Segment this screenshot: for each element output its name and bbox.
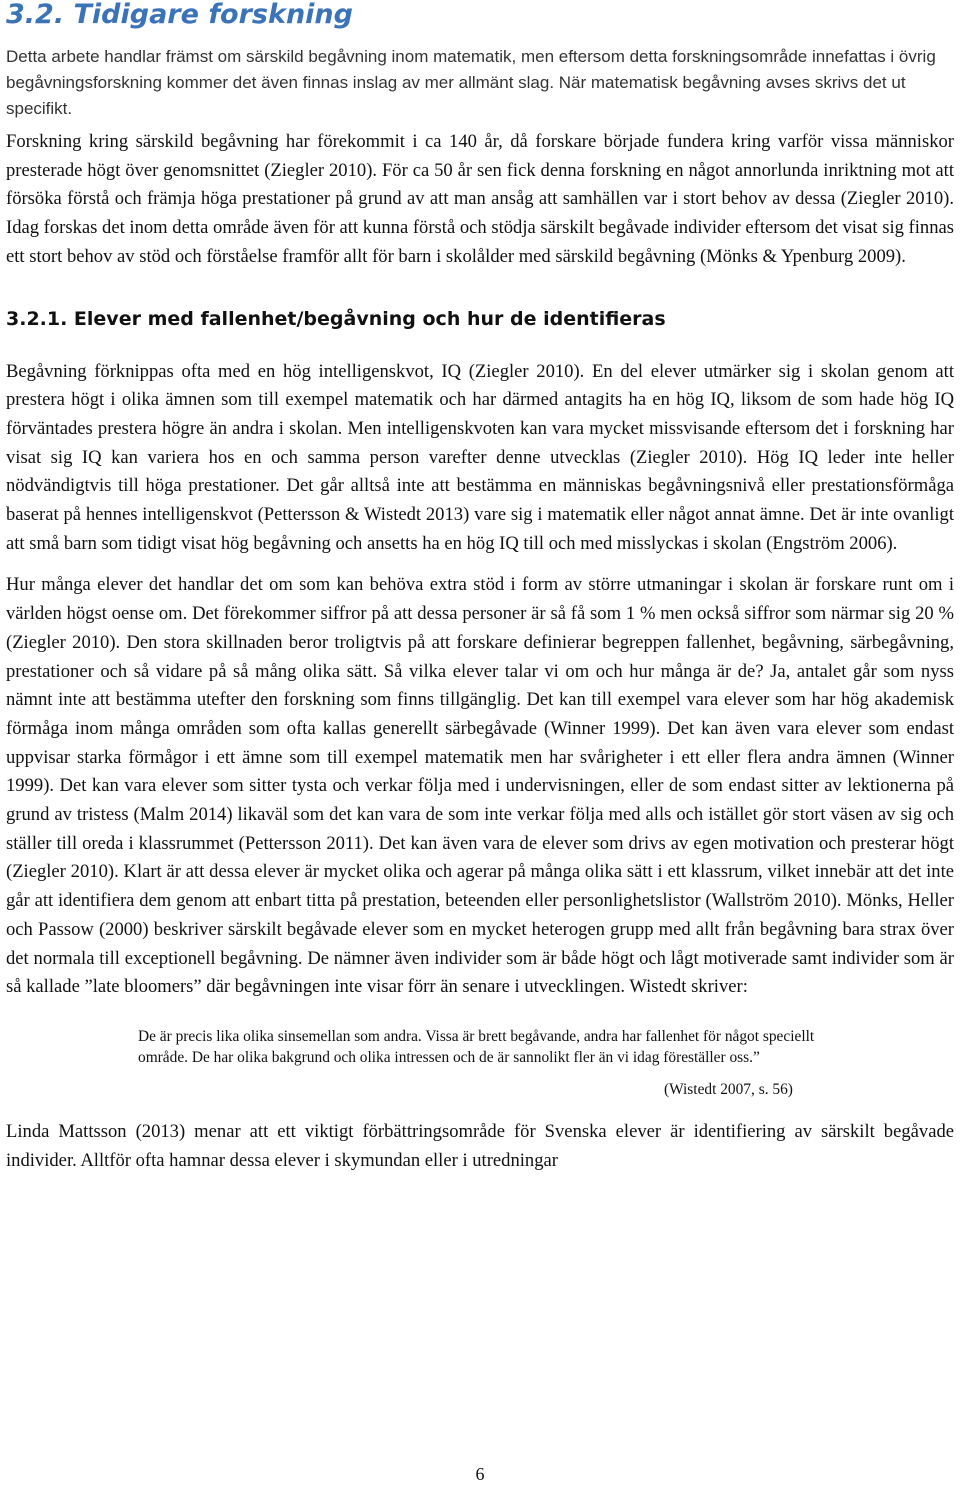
intro-paragraph: Detta arbete handlar främst om särskild begåvning inom matematik, men eftersom detta forskningsområde innefattas i övrig begåvningsforskning kommer det även finnas inslag av mer allmänt slag. När matematisk begåvning avses skrivs det ut specifikt.: [6, 47, 936, 118]
paragraph-history: Forskning kring särskild begåvning har förekommit i ca 140 år, då forskare började fundera kring varför vissa människor presterade högt över genomsnittet (Ziegler 2010). För ca 50 år sen fick denna forskning en något annorlunda inriktning mot att försöka förstå och främja höga prestationer på grund av att man ansåg att samhällen var i stort behov av dessa (Ziegler 2010). Idag forskas det inom detta område även för att kunna förstå och stödja särskilt begåvade individer eftersom det visat sig finnas ett stort behov av stöd och förståelse framför allt för barn i skolålder med särskild begåvning (Mönks & Ypenburg 2009).: [6, 131, 954, 267]
paragraph-closing: Linda Mattsson (2013) menar att ett viktigt förbättringsområde för Svenska elever är identifiering av särskilt begåvade individer. Alltför ofta hamnar dessa elever i skymundan eller i utredningar: [6, 1120, 954, 1171]
paragraph-iq: Begåvning förknippas ofta med en hög intelligenskvot, IQ (Ziegler 2010). En del elever utmärker sig i skolan genom att prestera högt i olika ämnen som till exempel matematik och har därmed antagits ha en hög IQ, liksom de som hade hög IQ förväntades prestera högre än andra i skolan. Men intelligenskvoten kan vara mycket missvisande eftersom det i forskning har visat sig IQ kan variera hos en och samma person varefter denne utvecklas (Ziegler 2010). Hög IQ leder inte heller nödvändigtvis till höga prestationer. Det går alltså inte att bestämma en människas begåvningsnivå eller prestationsförmåga baserat på hennes intelligenskvot (Pettersson & Wistedt 2013) vare sig i matematik eller något annat ämne. Det är inte ovanligt att små barn som tidigt visat hög begåvning och ansetts ha en hög IQ till och med misslyckas i skolan (Engström 2006).: [6, 360, 954, 554]
section-heading: 3.2. Tidigare forskning: [6, 0, 353, 30]
document-page: [6, 0, 954, 1175]
paragraph-count: Hur många elever det handlar det om som kan behöva extra stöd i form av större utmaningar i skolan är forskare runt om i världen högst oense om. Det förekommer siffror på att dessa personer är så få som 1 % men också siffror som närmar sig 20 % (Ziegler 2010). Den stora skillnaden beror troligtvis på att forskare definierar begreppen fallenhet, begåvning, särbegåvning, prestationer och så vidare på så mång olika sätt. Så vilka elever talar vi om och hur många är de? Ja, antalet går som nyss nämnt inte att bestämma utefter den forskning som finns tillgänglig. Det kan till exempel vara elever som har hög akademisk förmåga inom många områden som ofta kallas generellt särbegåvade (Winner 1999). Det kan även vara elever som endast uppvisar starka förmågor i ett ämne som till exempel matematik men har svårigheter i ett eller flera andra ämnen (Winner 1999). Det kan vara elever som sitter tysta och verkar följa med i undervisningen, eller de som endast sitter av lektionerna på grund av tristess (Malm 2014) likaväl som det kan vara de som inte verkar följa med alls och istället gör stort väsen av sig och ställer till oreda i klassrummet (Pettersson 2011). Det kan även vara de elever som drivs av egen motivation och presterar högt (Ziegler 2010). Klart är att dessa elever är mycket olika och agerar på många olika sätt i ett klassrum, vilket innebär att det inte går att identifiera dem genom att enbart titta på prestation, beteenden eller personlighetslistor (Wallström 2010). Mönks, Heller och Passow (2000) beskriver särskilt begåvade elever som en mycket heterogen grupp med allt från begåvning bara strax över det normala till exceptionell begåvning. De nämner även individer som är både högt och lågt motiverade samt individer som är så kallade ”late bloomers” där begåvningen inte visar förr än senare i utvecklingen. Wistedt skriver:: [6, 574, 954, 998]
quote-citation: (Wistedt 2007, s. 56): [664, 1080, 793, 1098]
subsection-heading: 3.2.1. Elever med fallenhet/begåvning och hur de identifieras: [6, 307, 666, 330]
block-quote: De är precis lika olika sinsemellan som andra. Vissa är brett begåvande, andra har fallenhet för något speciellt område. De har olika bakgrund och olika intressen och de är sannolikt fler än vi idag föreställer oss.”: [138, 1027, 815, 1066]
page-number: 6: [475, 1464, 485, 1484]
